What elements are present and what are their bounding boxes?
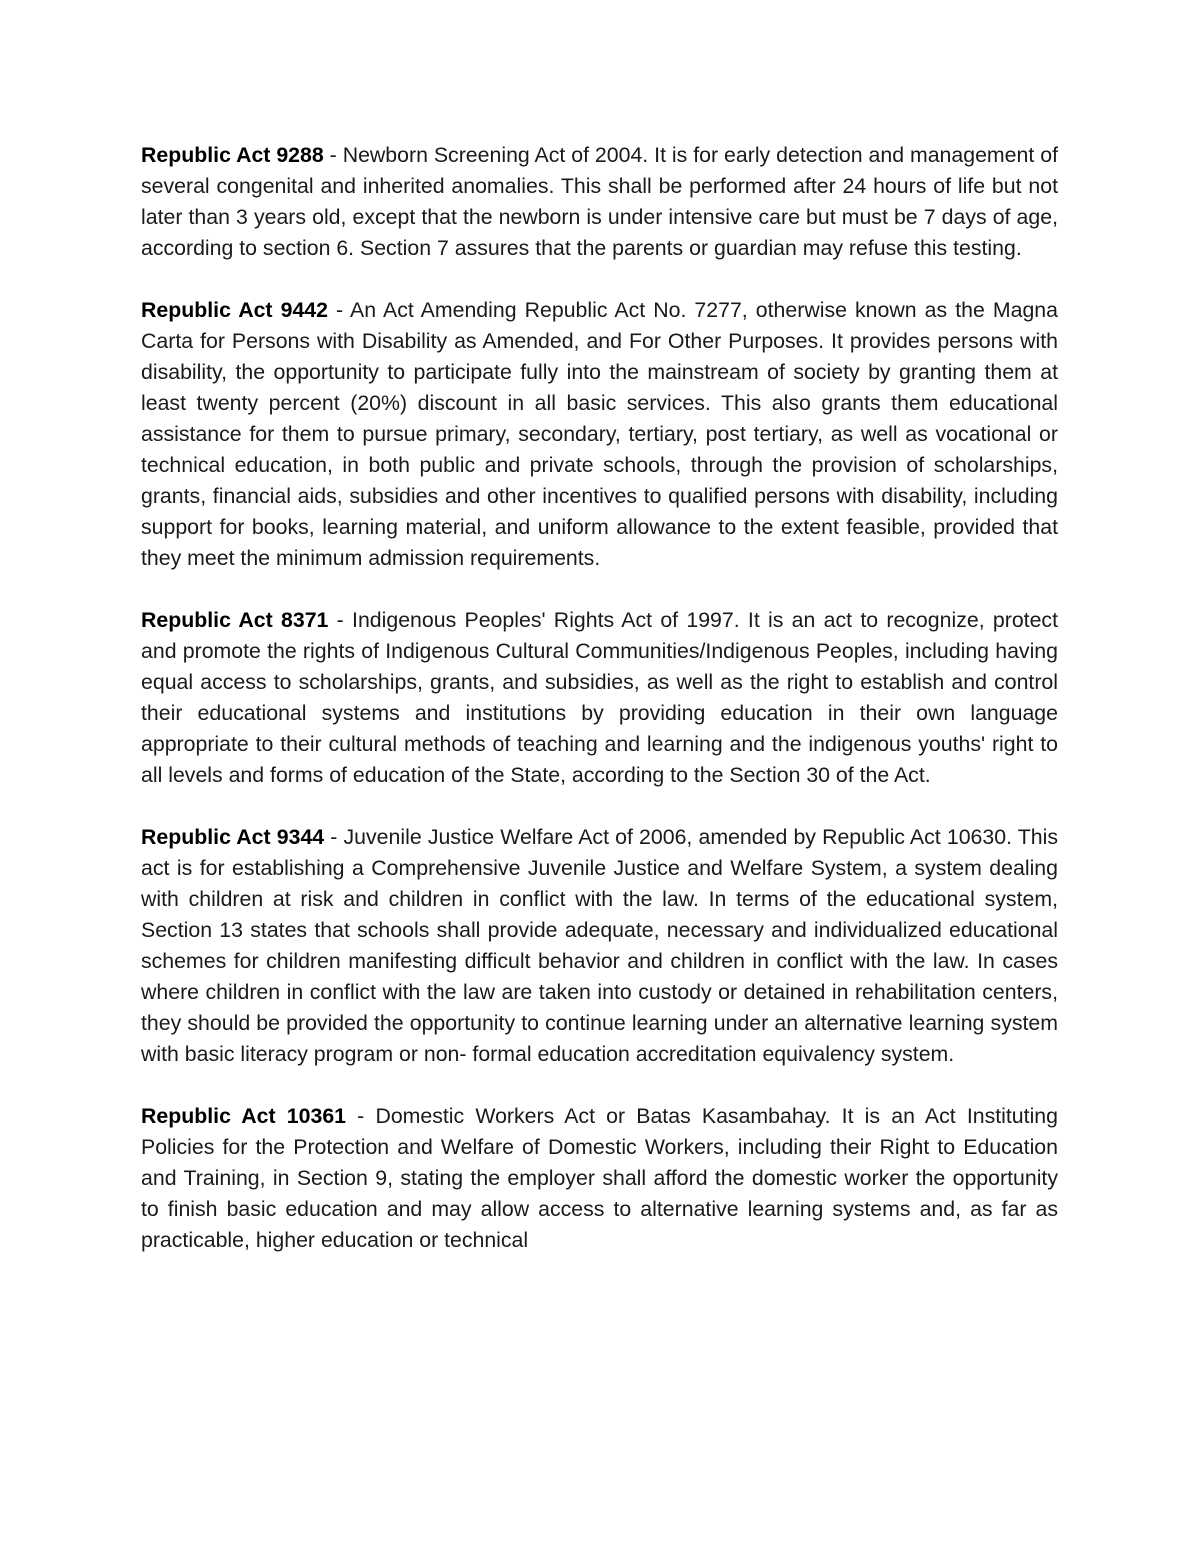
paragraph-ra-10361 bbox=[141, 1101, 1058, 1256]
paragraph-ra-9288 bbox=[141, 140, 1058, 264]
paragraph-ra-9442 bbox=[141, 295, 1058, 574]
act-title: Republic Act 10361 bbox=[141, 1104, 347, 1128]
act-separator: - bbox=[328, 608, 353, 632]
act-description: Juvenile Justice Welfare Act of 2006, amended by Republic Act 10630. This act is for establishing a Comprehensive Juvenile Justice and Welfare System, a system dealing with children at risk and children in conflict with the law. In terms of the educational system, Section 13 states that schools shall provide adequate, necessary and individualized educational schemes for children manifesting difficult behavior and children in conflict with the law. In cases where children in conflict with the law are taken into custody or detained in rehabilitation centers, they should be provided the opportunity to continue learning under an alternative learning system with basic literacy program or non- formal education accreditation equivalency system. bbox=[141, 825, 1058, 1066]
act-description: Newborn Screening Act of 2004. It is for early detection and management of several congenital and inherited anomalies. This shall be performed after 24 hours of life but not later than 3 years old, except that the newborn is under intensive care but must be 7 days of age, according to section 6. Section 7 assures that the parents or guardian may refuse this testing. bbox=[141, 143, 1058, 260]
document-body bbox=[141, 140, 1058, 1287]
act-title: Republic Act 9442 bbox=[141, 298, 328, 322]
act-description: Indigenous Peoples' Rights Act of 1997. It is an act to recognize, protect and promote the rights of Indigenous Cultural Communities/Indigenous Peoples, including having equal access to scholarships, grants, and subsidies, as well as the right to establish and control their educational systems and institutions by providing education in their own language appropriate to their cultural methods of teaching and learning and the indigenous youths' right to all levels and forms of education of the State, according to the Section 30 of the Act. bbox=[141, 608, 1058, 787]
act-separator: - bbox=[323, 143, 343, 167]
paragraph-ra-8371 bbox=[141, 605, 1058, 791]
act-description: Domestic Workers Act or Batas Kasambahay. It is an Act Instituting Policies for the Protection and Welfare of Domestic Workers, including their Right to Education and Training, in Section 9, stating the employer shall afford the domestic worker the opportunity to finish basic education and may allow access to alternative learning systems and, as far as practicable, higher education or technical bbox=[141, 1104, 1058, 1252]
paragraph-ra-9344 bbox=[141, 822, 1058, 1070]
act-separator: - bbox=[327, 298, 351, 322]
act-title: Republic Act 9288 bbox=[141, 143, 324, 167]
act-separator: - bbox=[324, 825, 344, 849]
act-separator: - bbox=[346, 1104, 376, 1128]
act-title: Republic Act 8371 bbox=[141, 608, 329, 632]
act-description: An Act Amending Republic Act No. 7277, otherwise known as the Magna Carta for Persons with Disability as Amended, and For Other Purposes. It provides persons with disability, the opportunity to participate fully into the mainstream of society by granting them at least twenty percent (20%) discount in all basic services. This also grants them educational assistance for them to pursue primary, secondary, tertiary, post tertiary, as well as vocational or technical education, in both public and private schools, through the provision of scholarships, grants, financial aids, subsidies and other incentives to qualified persons with disability, including support for books, learning material, and uniform allowance to the extent feasible, provided that they meet the minimum admission requirements. bbox=[141, 298, 1058, 570]
act-title: Republic Act 9344 bbox=[141, 825, 325, 849]
